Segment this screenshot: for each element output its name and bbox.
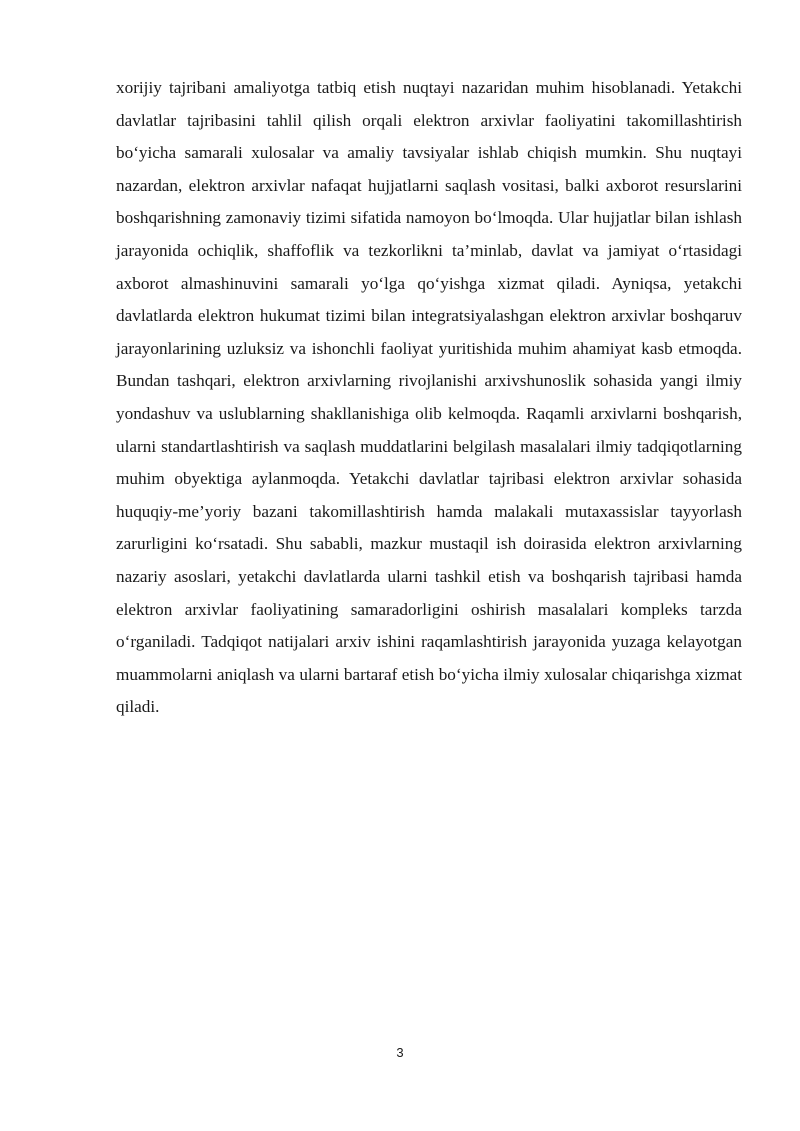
body-paragraph: xorijiy tajribani amaliyotga tatbiq etish nuqtayi nazaridan muhim hisoblanadi. Yetakchi davlatlar tajribasini tahlil qilish orqali elektron arxivlar faoliyatini takomillashtirish bo‘yicha samarali xulosalar va amaliy tavsiyalar ishlab chiqish mumkin. Shu nuqtayi nazardan, elektron arxivlar nafaqat hujjatlarni saqlash vositasi, balki axborot resurslarini boshqarishning zamonaviy tizimi sifatida namoyon bo‘lmoqda. Ular hujjatlar bilan ishlash jarayonida ochiqlik, shaffoflik va tezkorlikni ta’minlab, davlat va jamiyat o‘rtasidagi axborot almashinuvini samarali yo‘lga qo‘yishga xizmat qiladi. Ayniqsa, yetakchi davlatlarda elektron hukumat tizimi bilan integratsiyalashgan elektron arxivlar boshqaruv jarayonlarining uzluksiz va ishonchli faoliyat yuritishida muhim ahamiyat kasb etmoqda. Bundan tashqari, elektron arxivlarning rivojlanishi arxivshunoslik sohasida yangi ilmiy yondashuv va uslublarning shakllanishiga olib kelmoqda. Raqamli arxivlarni boshqarish, ularni standartlashtirish va saqlash muddatlarini belgilash masalalari ilmiy tadqiqotlarning muhim obyektiga aylanmoqda. Yetakchi davlatlar tajribasi elektron arxivlar sohasida huquqiy-me’yoriy bazani takomillashtirish hamda malakali mutaxassislar tayyorlash zarurligini ko‘rsatadi. Shu sababli, mazkur mustaqil ish doirasida elektron arxivlarning nazariy asoslari, yetakchi davlatlarda ularni tashkil etish va boshqarish tajribasi hamda elektron arxivlar faoliyatining samaradorligini oshirish masalalari kompleks tarzda o‘rganiladi. Tadqiqot natijalari arxiv ishini raqamlashtirish jarayonida yuzaga kelayotgan muammolarni aniqlash va ularni bartaraf etish bo‘yicha ilmiy xulosalar chiqarishga xizmat qiladi.: [116, 78, 742, 717]
page-number: 3: [396, 1045, 404, 1060]
